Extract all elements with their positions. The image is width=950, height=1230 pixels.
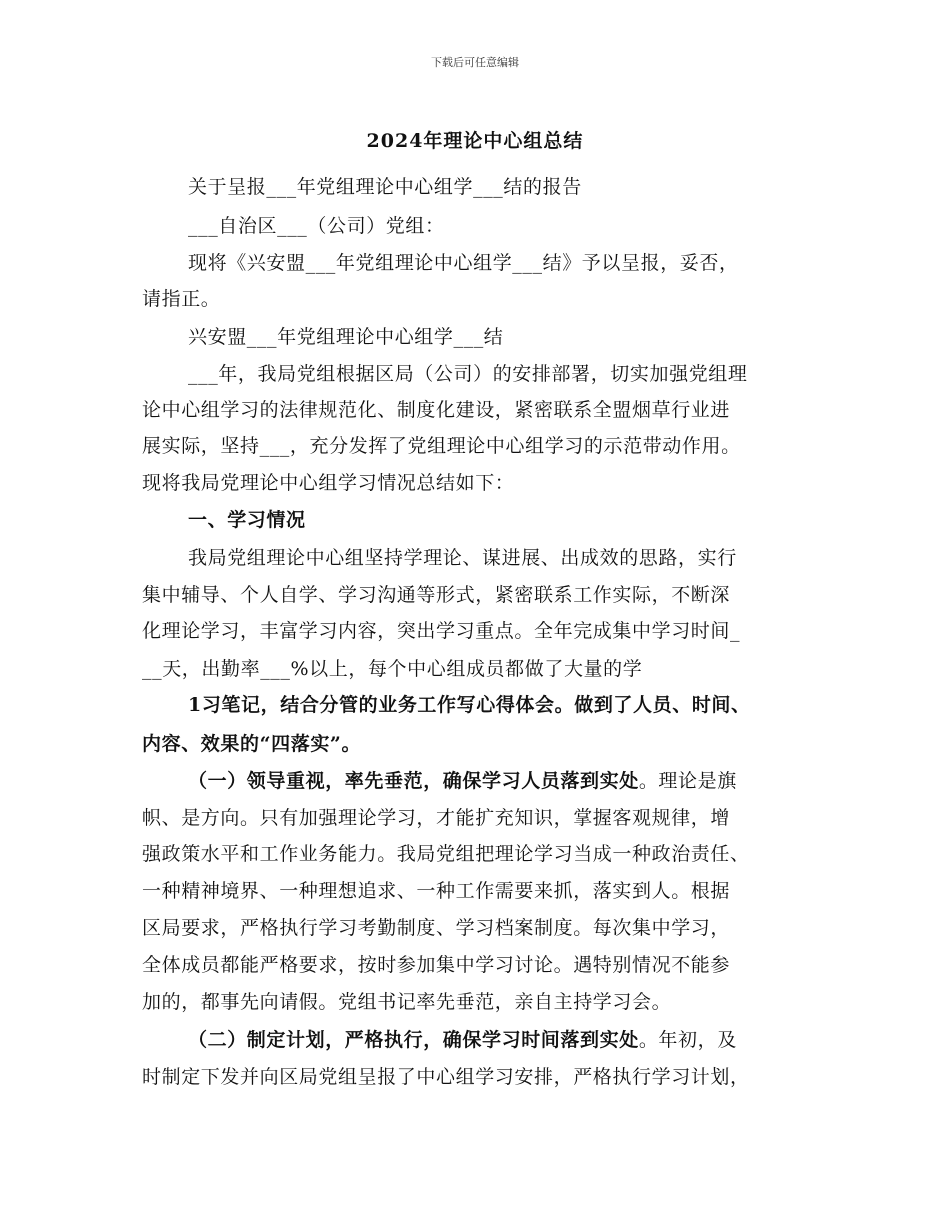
text-line: 加的，都事先向请假。党组书记率先垂范，亲自主持学习会。	[142, 991, 672, 1013]
text-line: 时制定下发并向区局党组呈报了中心组学习安排，严格执行学习计划，	[142, 1066, 750, 1088]
text-run: 。年初，及	[638, 1029, 737, 1051]
subsection-heading: （二）制定计划，严格执行，确保学习时间落到实处	[188, 1029, 639, 1051]
document-title: 2024年理论中心组总结	[366, 130, 584, 152]
text-line: 兴安盟___年党组理论中心组学___结	[188, 326, 504, 348]
text-line: 展实际，坚持___，充分发挥了党组理论中心组学习的示范带动作用。	[142, 435, 741, 457]
subsection-line	[188, 766, 737, 796]
text-line: 现将《兴安盟___年党组理论中心组学___结》予以呈报，妥否，	[188, 252, 739, 274]
text-run: 。理论是旗	[638, 770, 737, 792]
text-line: 集中辅导、个人自学、学习沟通等形式，紧密联系工作实际，不断深	[142, 584, 731, 606]
text-line: 区局要求，严格执行学习考勤制度、学习档案制度。每次集中学习，	[142, 917, 731, 939]
text-line: 请指正。	[142, 288, 221, 310]
text-line: 一种精神境界、一种理想追求、一种工作需要来抓，落实到人。根据	[142, 880, 731, 902]
bold-line: 1习笔记，结合分管的业务工作写心得体会。做到了人员、时间、	[188, 694, 751, 716]
section-heading: 一、学习情况	[188, 509, 306, 531]
subsection-heading: （一）领导重视，率先垂范，确保学习人员落到实处	[188, 770, 639, 792]
text-line: ___年，我局党组根据区局（公司）的安排部署，切实加强党组理	[188, 363, 748, 385]
text-line: 关于呈报___年党组理论中心组学___结的报告	[188, 176, 582, 198]
text-line: 全体成员都能严格要求，按时参加集中学习讨论。遇特别情况不能参	[142, 954, 731, 976]
text-line: ___自治区___（公司）党组：	[188, 215, 445, 237]
text-line: 论中心组学习的法律规范化、制度化建设，紧密联系全盟烟草行业进	[142, 399, 731, 421]
text-line: 现将我局党理论中心组学习情况总结如下：	[142, 472, 515, 494]
text-line: 我局党组理论中心组坚持学理论、谋进展、出成效的思路，实行	[188, 547, 737, 569]
text-line: 化理论学习，丰富学习内容，突出学习重点。全年完成集中学习时间_	[142, 620, 741, 642]
bold-line: 内容、效果的“四落实”。	[142, 733, 362, 755]
text-line: 强政策水平和工作业务能力。我局党组把理论学习当成一种政治责任、	[142, 843, 750, 865]
text-line: __天，出勤率___%以上，每个中心组成员都做了大量的学	[142, 658, 643, 680]
page-header: 下载后可任意编辑	[431, 56, 519, 69]
text-line: 帜、是方向。只有加强理论学习，才能扩充知识，掌握客观规律，增	[142, 807, 731, 829]
subsection-line	[188, 1025, 737, 1055]
